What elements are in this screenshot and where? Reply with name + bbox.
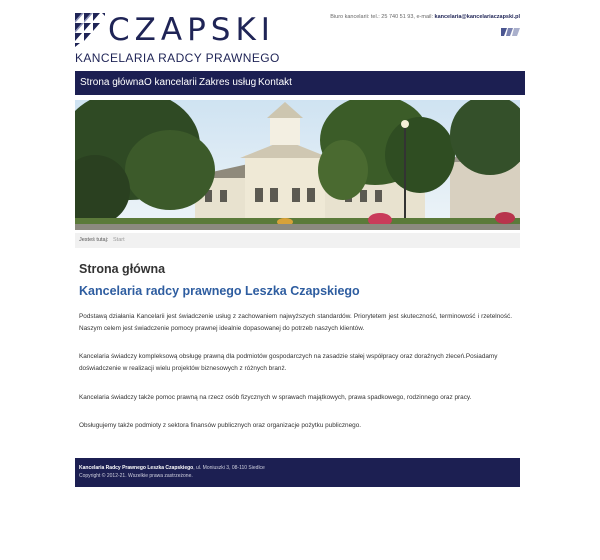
footer-address: , ul. Moniuszki 3, 08-110 Siedlce: [193, 465, 265, 471]
nav-item-about[interactable]: O kancelarii: [144, 77, 197, 88]
main-navigation: [75, 71, 525, 95]
contact-info: [330, 14, 520, 20]
brand-tagline: KANCELARIA RADCY PRAWNEGO: [75, 51, 280, 65]
nav-item-contact[interactable]: Kontakt: [258, 77, 292, 88]
hero-image: [75, 100, 520, 230]
paragraph-individuals: Kancelaria świadczy także pomoc prawną na rzecz osób fizycznych w sprawach majątkowych, prawa spadkowego, rodzinnego oraz pracy.: [79, 394, 472, 401]
breadcrumb-current: Start: [113, 237, 125, 243]
page-title: Strona główna: [79, 262, 166, 276]
page-subtitle: Kancelaria radcy prawnego Leszka Czapskiego: [79, 284, 360, 298]
hero-photo-town-hall: [75, 100, 520, 230]
footer: [75, 458, 520, 487]
footer-copyright: Copyright © 2012-21. Wszelkie prawa zastrzeżone.: [79, 473, 193, 479]
contact-email-link[interactable]: kancelaria@kancelariaczapski.pl: [434, 14, 520, 20]
language-flag-icon[interactable]: [501, 28, 520, 36]
breadcrumb: [75, 233, 520, 248]
brand-name: CZAPSKI: [108, 12, 275, 48]
paragraph-public-sector: Obsługujemy także podmioty z sektora finansów publicznych oraz organizacje pożytku publicznego.: [79, 422, 362, 429]
logo-mark-icon: [75, 13, 105, 47]
footer-address-line: [79, 465, 265, 471]
paragraph-business: Kancelaria świadczy kompleksową obsługę prawną dla podmiotów gospodarczych na zasadzie stałej współpracy oraz doraźnych zleceń.Posiadamy doświadczenie w realizacji wielu projektów biznesowych z różnych branż.: [79, 353, 498, 372]
contact-text: Biuro kancelarii: tel.: 25 740 51 93, e-mail:: [330, 14, 433, 20]
nav-item-services[interactable]: Zakres usług: [199, 77, 257, 88]
paragraph-intro: Podstawą działania Kancelarii jest świadczenie usług z zachowaniem najwyższych standardów. Priorytetem jest skuteczność, terminowość i rzetelność. Naszym celem jest świadczenie pomocy prawnej idealnie dopasowanej do potrzeb naszych klientów.: [79, 313, 512, 332]
footer-company: Kancelaria Radcy Prawnego Leszka Czapskiego: [79, 465, 194, 471]
site-logo[interactable]: [75, 12, 280, 68]
breadcrumb-label: Jesteś tutaj:: [79, 237, 109, 243]
nav-item-home[interactable]: Strona główna: [80, 77, 144, 88]
